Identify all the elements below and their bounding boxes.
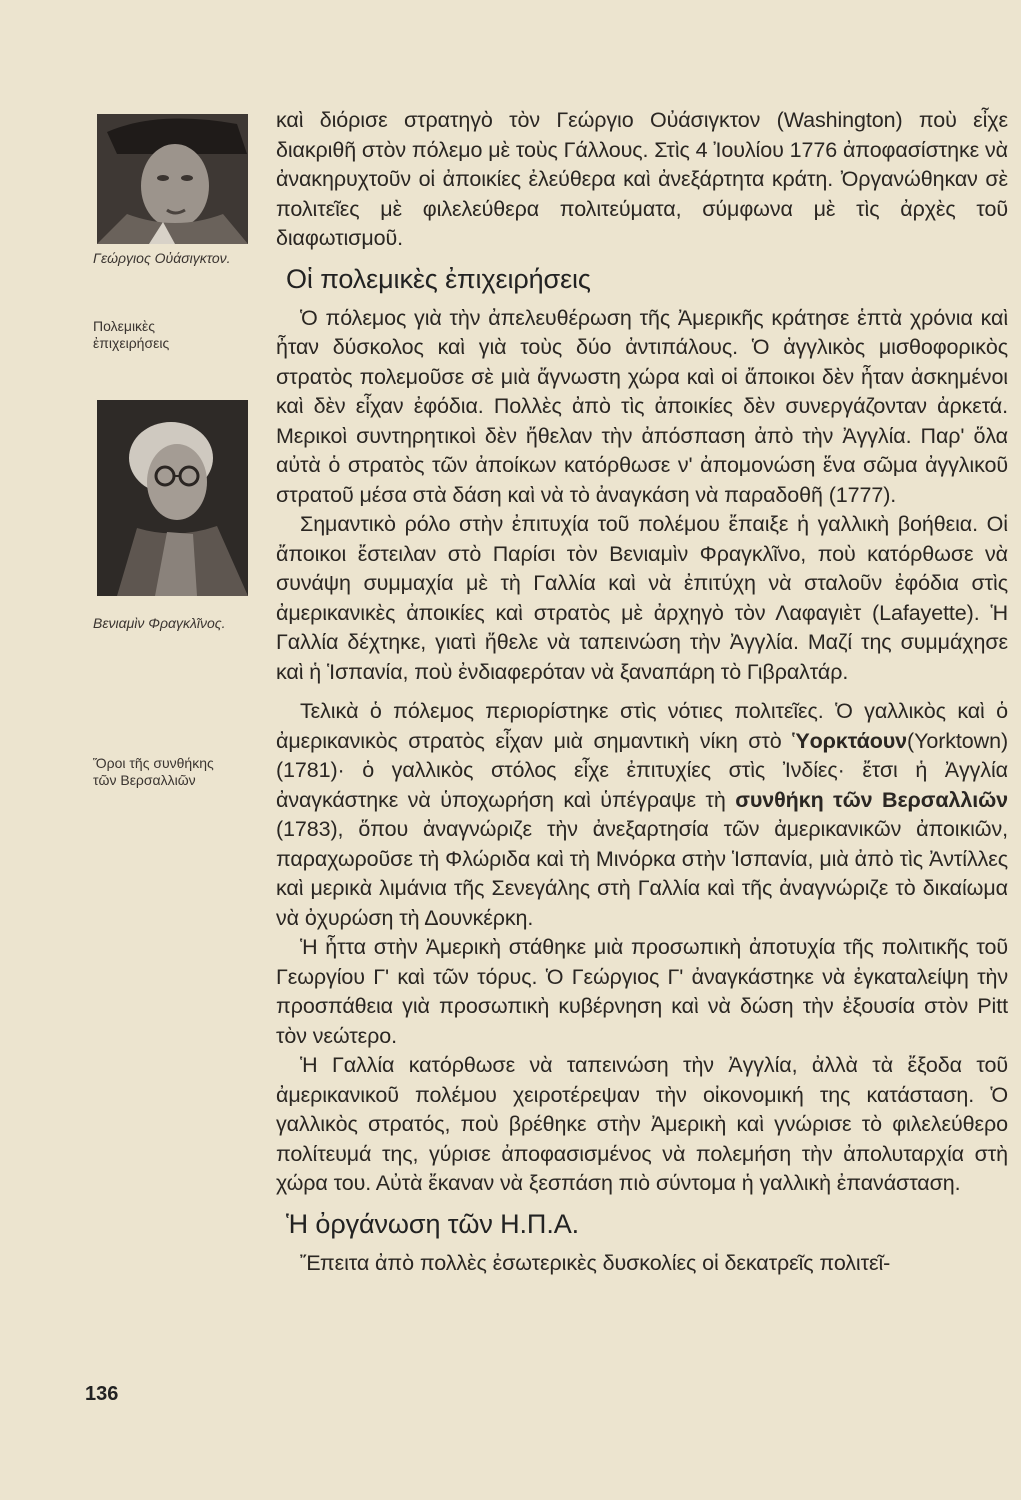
yorktown-bold: Ὑορκτάουν [792,728,908,753]
treaty-of-versailles-bold: συνθήκη τῶν Βερσαλλιῶν [735,787,1008,812]
end-of-war-text-a: Τελικὰ ὁ πόλεμος περιορίστηκε στὶς νότιες πολιτεῖες. Ὁ γαλλικὸς καὶ ὁ ἀμερικανικὸς στρατὸς εἶχαν μιὰ σημαντικὴ νίκη στὸ [276,699,1008,753]
paragraph-end-of-war [276,697,1008,933]
washington-portrait [97,114,248,244]
side-note-military: Πολεμικὲς ἐπιχειρήσεις [93,318,170,351]
paragraph-defeat: Ἡ ἧττα στὴν Ἀμερικὴ στάθηκε μιὰ προσωπικὴ ἀποτυχία τῆς πολιτικῆς τοῦ Γεωργίου Γ' καὶ τῶν τόρυς. Ὁ Γεώργιος Γ' ἀναγκάστηκε νὰ ἐγκαταλείψη τὴν προσπάθεια γιὰ προσωπικὴ κυβέρνηση καὶ νὰ δώση τὴν ἐξουσία στὸν Pitt τὸν νεώτερο. [276,935,1008,1048]
paragraph-last: Ἔπειτα ἀπὸ πολλὲς ἐσωτερικὲς δυσκολίες οἱ δεκατρεῖς πολιτεῖ- [300,1250,891,1275]
side-note-treaty: Ὅροι τῆς συνθήκης τῶν Βερσαλλιῶν [93,755,214,788]
paragraph-french-aid: Σημαντικὸ ρόλο στὴν ἐπιτυχία τοῦ πολέμου ἔπαιξε ἡ γαλλικὴ βοήθεια. Οἱ ἄποικοι ἔστειλαν στὸ Παρίσι τὸν Βενιαμὶν Φραγκλῖνο, ποὺ κατόρθωσε νὰ συνάψη συμμαχία μὲ τὴ Γαλλία καὶ νὰ ἐπιτύχη νὰ σταλοῦν ἐφόδια στὶς ἀμερικανικὲς ἀποικίες καὶ στρατὸς μὲ ἀρχηγὸ τὸν Λαφαγιὲτ (Lafayette). Ἡ Γαλλία δέχτηκε, γιατὶ ἤθελε νὰ ταπεινώση τὴν Ἀγγλία. Μαζί της συμμάχησε καὶ ἡ Ἱσπανία, ποὺ ἐνδιαφερόταν νὰ ξαναπάρη τὸ Γιβραλτάρ. [276,512,1008,684]
franklin-portrait [97,400,248,596]
main-text-column [276,106,1008,1278]
end-of-war-text-c: (1783), ὅπου ἀναγνώριζε τὴν ἀνεξαρτησία τῶν ἀμερικανικῶν ἀποικιῶν, παραχωροῦσε τὴ Φλώριδα καὶ τὴ Μινόρκα στὴν Ἱσπανία, μιὰ ἀπὸ τὶς Ἀντίλλες καὶ μερικὰ λιμάνια τῆς Σενεγάλης στὴ Γαλλία καὶ τῆς ἀναγνώριζε τὸ δικαίωμα νὰ ὀχυρώση τὴ Δουνκέρκη. [276,817,1008,930]
end-of-war-text-b: (Yorktown)(1781)· ὁ γαλλικὸς στόλος εἶχε ἐπιτυχίες στὶς Ἰνδίες· ἔτσι ἡ Ἀγγλία ἀναγκάστηκε νὰ ὑποχωρήση καὶ ὑπέγραψε τὴ [276,728,1008,812]
paragraph-war: Ὁ πόλεμος γιὰ τὴν ἀπελευθέρωση τῆς Ἀμερικῆς κράτησε ἑπτὰ χρόνια καὶ ἦταν δύσκολος καὶ γιὰ τοὺς δύο ἀντιπάλους. Ὁ ἀγγλικὸς μισθοφορικὸς στρατὸς πολεμοῦσε σὲ μιὰ ἄγνωστη χώρα καὶ οἱ ἄποικοι δὲν ἦταν ἀσκημένοι καὶ δὲν εἶχαν ἐφόδια. Πολλὲς ἀπὸ τὶς ἀποικίες δὲν συνεργάζονταν ἀρκετά. Μερικοὶ συντηρητικοὶ δὲν ἤθελαν τὴν ἀπόσπαση ἀπὸ τὴν Ἀγγλία. Παρ' ὅλα αὐτὰ ὁ στρατὸς τῶν ἀποίκων κατόρθωσε ν' ἀπομονώση ἕνα σῶμα ἀγγλικοῦ στρατοῦ μέσα στὰ δάση καὶ νὰ τὸ ἀναγκάση νὰ παραδοθῆ (1777). [276,305,1008,507]
franklin-caption: Βενιαμὶν Φραγκλῖνος. [93,615,226,631]
heading-usa-organization: Ἡ ὀργάνωση τῶν Η.Π.Α. [286,1208,580,1239]
paragraph-intro: καὶ διόρισε στρατηγὸ τὸν Γεώργιο Οὐάσιγκτον (Washington) ποὺ εἶχε διακριθῆ στὸν πόλεμο μὲ τοὺς Γάλλους. Στὶς 4 Ἰουλίου 1776 ἀποφασίστηκε νὰ ἀνακηρυχτοῦν οἱ ἀποικίες ἐλεύθερα καὶ ἀνεξάρτητα κράτη. Ὀργανώθηκαν σὲ πολιτεῖες μὲ φιλελεύθερα πολιτεύματα, σύμφωνα μὲ τὶς ἀρχὲς τοῦ διαφωτισμοῦ. [276,108,1008,250]
washington-caption: Γεώργιος Οὐάσιγκτον. [93,250,231,266]
page-number: 136 [85,1383,119,1405]
paragraph-revolution: Ἡ Γαλλία κατόρθωσε νὰ ταπεινώση τὴν Ἀγγλία, ἀλλὰ τὰ ἔξοδα τοῦ ἀμερικανικοῦ πολέμου χειροτέρεψαν τὴν οἰκονομική της κατάσταση. Ὁ γαλλικὸς στρατός, ποὺ βρέθηκε στὴν Ἀμερικὴ καὶ γνώρισε τὸ φιλελεύθερο πολίτευμά της, γύρισε ἀποφασισμένος νὰ πολεμήση τὴν ἀπολυταρχία στὴ χώρα του. Αὐτὰ ἔκαναν νὰ ξεσπάση πιὸ σύντομα ἡ γαλλικὴ ἐπανάσταση. [276,1053,1008,1195]
heading-military-operations: Οἱ πολεμικὲς ἐπιχειρήσεις [286,263,591,294]
